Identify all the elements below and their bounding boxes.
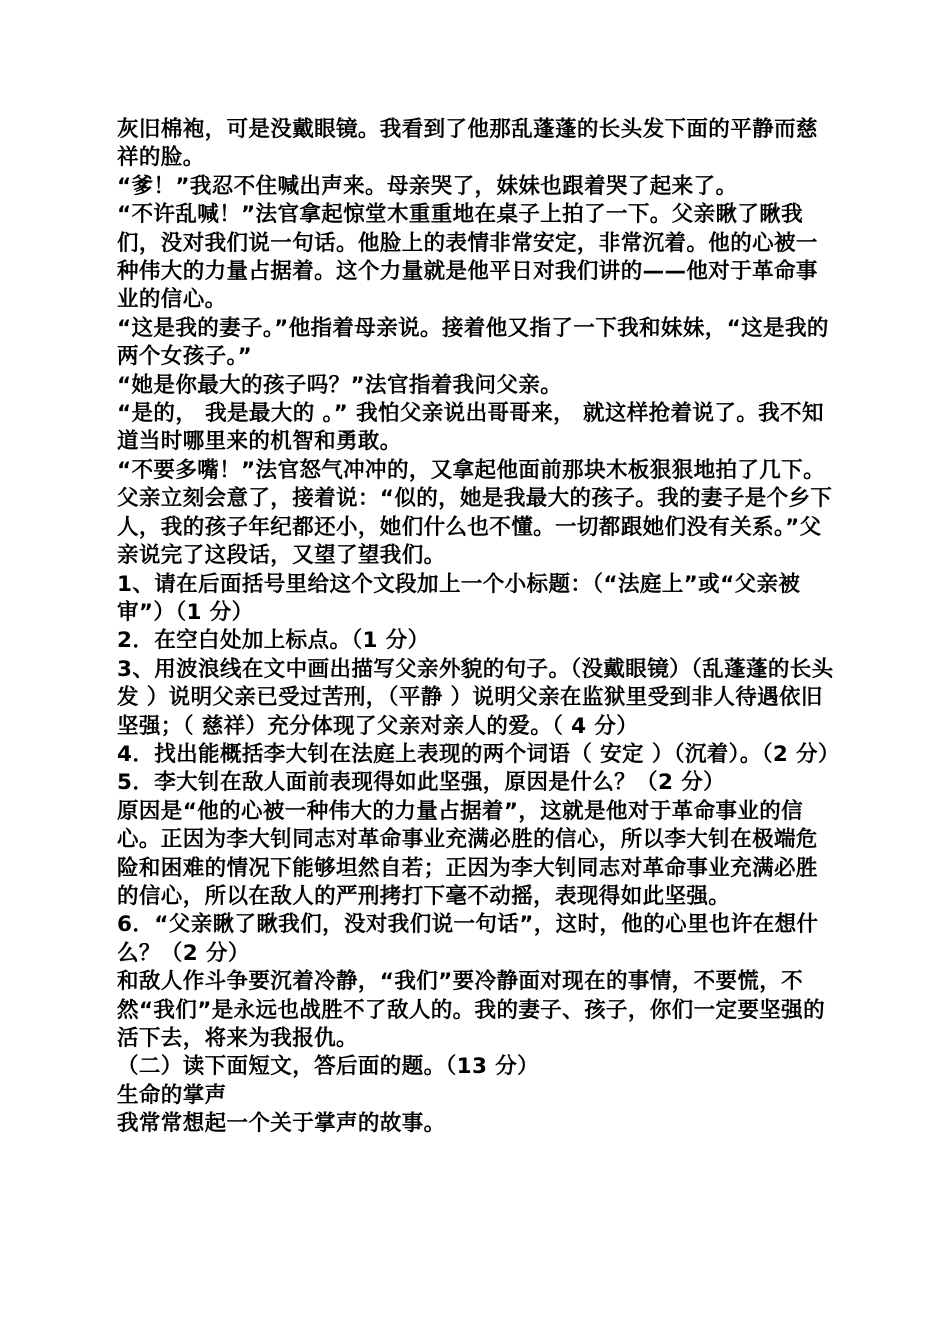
paragraph-8: 父亲立刻会意了，接着说：“似的，她是我最大的孩子。我的妻子是个乡下人，我的孩子年纪都还小，她们什么也不懂。一切都跟她们没有关系。”父亲说完了这段话，又望了望我们。 — [117, 486, 833, 569]
section-heading: （二）读下面短文，答后面的题。（13 分） — [117, 1054, 540, 1080]
question-2: 2．在空白处加上标点。（1 分） — [117, 628, 430, 654]
paragraph-5: “她是你最大的孩子吗？”法官指着我问父亲。 — [117, 372, 563, 398]
paragraph-3: “不许乱喊！”法官拿起惊堂木重重地在桌子上拍了一下。父亲瞅了瞅我们，没对我们说一句话。他脸上的表情非常安定，非常沉着。他的心被一种伟大的力量占据着。这个力量就是他平日对我们讲的——他对于革命事业的信心。 — [117, 202, 818, 313]
answer-5: 原因是“他的心被一种伟大的力量占据着”，这就是他对于革命事业的信心。正因为李大钊同志对革命事业充满必胜的信心，所以李大钊在极端危险和困难的情况下能够坦然自若；正因为李大钊同志对革命事业充满必胜的信心，所以在敌人的严刑拷打下毫不动摇，表现得如此坚强。 — [117, 798, 818, 909]
paragraph-7: “不要多嘴！”法官怒气冲冲的，又拿起他面前那块木板狠狠地拍了几下。 — [117, 457, 825, 483]
question-4: 4．找出能概括李大钊在法庭上表现的两个词语（ 安定 ）（沉着）。（2 分） — [117, 741, 840, 767]
question-6: 6．“父亲瞅了瞅我们，没对我们说一句话”，这时，他的心里也许在想什么？（2 分） — [117, 912, 819, 966]
paragraph-2: “爹！”我忍不住喊出声来。母亲哭了，妹妹也跟着哭了起来了。 — [117, 173, 738, 199]
question-3: 3、用波浪线在文中画出描写父亲外貌的句子。（没戴眼镜）（乱蓬蓬的长头发 ）说明父亲已受过苦刑，（平静 ）说明父亲在监狱里受到非人待遇依旧坚强；（ 慈祥）充分体现了父亲对亲人的爱。（ 4 分） — [117, 656, 834, 739]
article-first-line: 我常常想起一个关于掌声的故事。 — [117, 1111, 446, 1137]
paragraph-6: “是的， 我是最大的 。” 我怕父亲说出哥哥来， 就这样抢着说了。我不知道当时哪里来的机智和勇敢。 — [117, 401, 824, 455]
answer-6: 和敌人作斗争要沉着冷静，“我们”要冷静面对现在的事情，不要慌，不然“我们”是永远也战胜不了敌人的。我的妻子、孩子，你们一定要坚强的活下去，将来为我报仇。 — [117, 969, 825, 1051]
article-title: 生命的掌声 — [117, 1082, 227, 1108]
document-body — [117, 116, 839, 1139]
paragraph-1: 灰旧棉袍，可是没戴眼镜。我看到了他那乱蓬蓬的长头发下面的平静而慈祥的脸。 — [117, 117, 818, 171]
question-1: 1、请在后面括号里给这个文段加上一个小标题：（“法庭上”或“父亲被审”）（1 分） — [117, 571, 801, 625]
question-5: 5．李大钊在敌人面前表现得如此坚强，原因是什么？（2 分） — [117, 770, 726, 796]
paragraph-4: “这是我的妻子。”他指着母亲说。接着他又指了一下我和妹妹，“这是我的两个女孩子。” — [117, 315, 829, 370]
